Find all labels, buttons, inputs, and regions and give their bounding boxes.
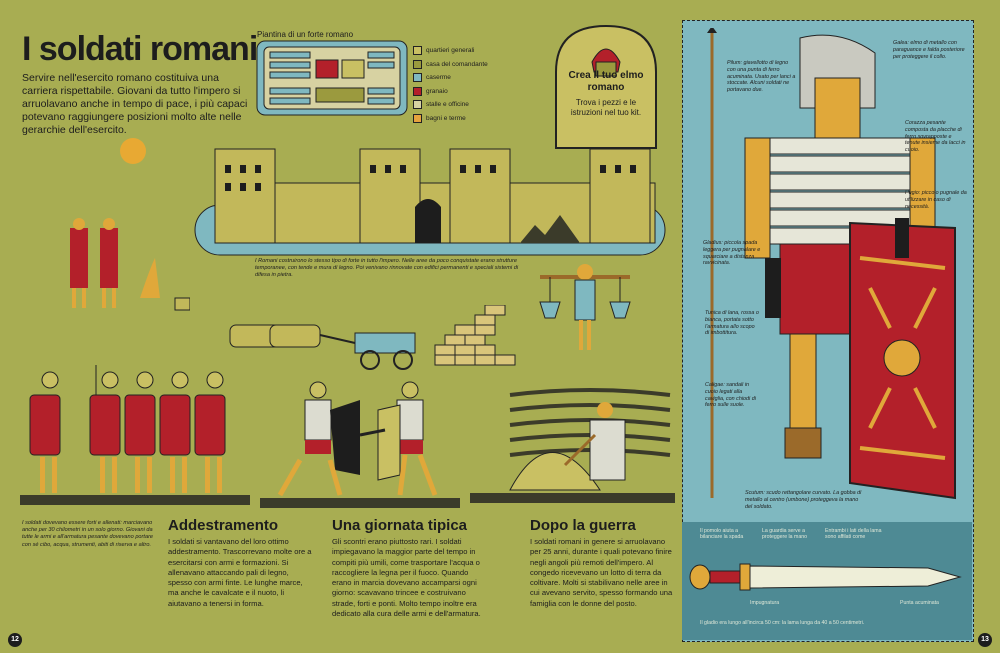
sword-annotation-pommel: Il pomolo aiuta a bilanciare la spada bbox=[700, 528, 744, 541]
fort-plan-diagram bbox=[256, 40, 408, 116]
gladius-sword-illustration bbox=[688, 556, 963, 598]
plan-title: Piantina di un forte romano bbox=[257, 30, 354, 39]
training-soldiers-illustration bbox=[260, 380, 460, 510]
oxen-cart-illustration bbox=[225, 305, 525, 380]
annotation-galea: Galea: elmo di metallo con paraguance e falda posteriore per proteggere il collo. bbox=[893, 40, 965, 60]
page-number-right: 13 bbox=[978, 633, 992, 647]
intro-text: Servire nell'esercito romano costituiva una carriera rispettabile. Giovani da tutto l'impero si arruolavano anche in tempo di pace, i più capaci potevano raggiungere posizioni molto alte nelle gerarchie dell'esercito. bbox=[22, 72, 248, 136]
sword-annotation-tip: Punta acuminata bbox=[900, 600, 939, 606]
section-text-typical-day: Gli scontri erano piuttosto rari. I soldati impiegavano la maggior parte del tempo in compiti più umili, come trasportare l'acqua o raccogliere la legna per il fuoco. Quando erano in marcia dovevano accamparsi ogni giorno: scavavano trincee e costruivano strade, forti e ponti. Molto tempo inoltre era dedicato alla cura delle armi e dell'armatura. bbox=[332, 537, 481, 619]
section-heading-training: Addestramento bbox=[168, 517, 279, 534]
legend-item: stalle e officine bbox=[413, 98, 488, 112]
sword-caption: Il gladio era lungo all'incirca 50 cm: la lama lunga da 40 a 50 centimetri. bbox=[700, 620, 865, 626]
helmet-title: Crea il tuo elmo romano bbox=[568, 70, 644, 93]
page-number-left: 12 bbox=[8, 633, 22, 647]
sword-annotation-handle: Impugnatura bbox=[750, 600, 780, 606]
soldiers-carrying-illustration bbox=[60, 218, 190, 313]
section-text-training: I soldati si vantavano del loro ottimo addestramento. Trascorrevano molte ore a esercitarsi con armi e formazioni. Si allenavano attaccando pali di legno, spesso con armi finte. Le lunghe marce, ma anche le cavalcate e il nuoto, li aiutavano a tenersi in forma. bbox=[168, 537, 312, 608]
fort-caption: I Romani costruirono lo stesso tipo di forte in tutto l'impero. Nelle aree da poco conquistate erano strutture temporanee, con tende e mura di legno. Poi venivano rinnovate con edifici permanenti e speciali sistemi di difesa in pietra. bbox=[255, 258, 519, 279]
annotation-corazza: Corazza pesante composta da placche di ferro sovrapposte e tenute insieme da lacci in cuoio. bbox=[905, 120, 966, 154]
fort-illustration bbox=[190, 135, 680, 265]
legend-item: casa del comandante bbox=[413, 58, 488, 72]
water-carrier-illustration bbox=[535, 262, 635, 357]
annotation-scutum: Scutum: scudo rettangolare curvato. La gobba di metallo al centro (umbone) proteggeva la mano del soldato. bbox=[745, 490, 862, 510]
sword-annotation-blade: Entrambi i lati della lama sono affilati come bbox=[825, 528, 882, 541]
plan-legend bbox=[413, 44, 488, 125]
section-heading-typical-day: Una giornata tipica bbox=[332, 517, 468, 534]
legend-item: bagni e terme bbox=[413, 112, 488, 126]
sun-icon bbox=[120, 138, 146, 164]
marching-soldiers-illustration bbox=[20, 365, 250, 510]
section-heading-after-war: Dopo la guerra bbox=[530, 517, 636, 534]
page-title: I soldati romani bbox=[22, 30, 258, 68]
legend-item: caserme bbox=[413, 71, 488, 85]
annotation-pugio: Pugio: piccolo pugnale da utilizzare in caso di necessità. bbox=[905, 190, 967, 210]
annotation-caligae: Caligae: sandali in cuoio legati alla caviglia, con chiodi di ferro sulle suole. bbox=[705, 382, 756, 409]
march-caption: I soldati dovevano essere forti e allenati: marciavano anche per 30 chilometri in un solo giorno. Giovani da tutte le armi e all'armatura pesante dovevano portare con sé cibo, acqua, strumenti, abiti di riserva e altro. bbox=[22, 520, 154, 548]
legionary-illustration bbox=[690, 28, 962, 518]
annotation-gladius: Gladius: piccola spada leggera per pugnalare e squarciare a distanza ravvicinata. bbox=[703, 240, 761, 267]
annotation-pilum: Pilum: giavellotto di legno con una punta di ferro acuminata. Usato per lanci a stoccate. Alcuni soldati ne portavano due. bbox=[727, 60, 796, 94]
section-text-after-war: I soldati romani in genere si arruolavano per 25 anni, durante i quali potevano finire negli angoli più remoti dell'impero. Al congedo ricevevano un lotto di terra da coltivare. Molti si stabilivano nelle aree in cui avevano servito, spesso formando una famiglia con le donne del posto. bbox=[530, 537, 673, 608]
helmet-subtitle: Trova i pezzi e le istruzioni nel tuo kit. bbox=[570, 98, 642, 117]
sword-annotation-guard: La guardia serve a proteggere la mano bbox=[762, 528, 807, 541]
farmer-illustration bbox=[470, 375, 675, 510]
legend-item: quartieri generali bbox=[413, 44, 488, 58]
annotation-tunica: Tunica di lana, rossa o bianca, portata sotto l'armatura allo scopo di imbottitura. bbox=[705, 310, 759, 337]
legend-item: granaio bbox=[413, 85, 488, 99]
